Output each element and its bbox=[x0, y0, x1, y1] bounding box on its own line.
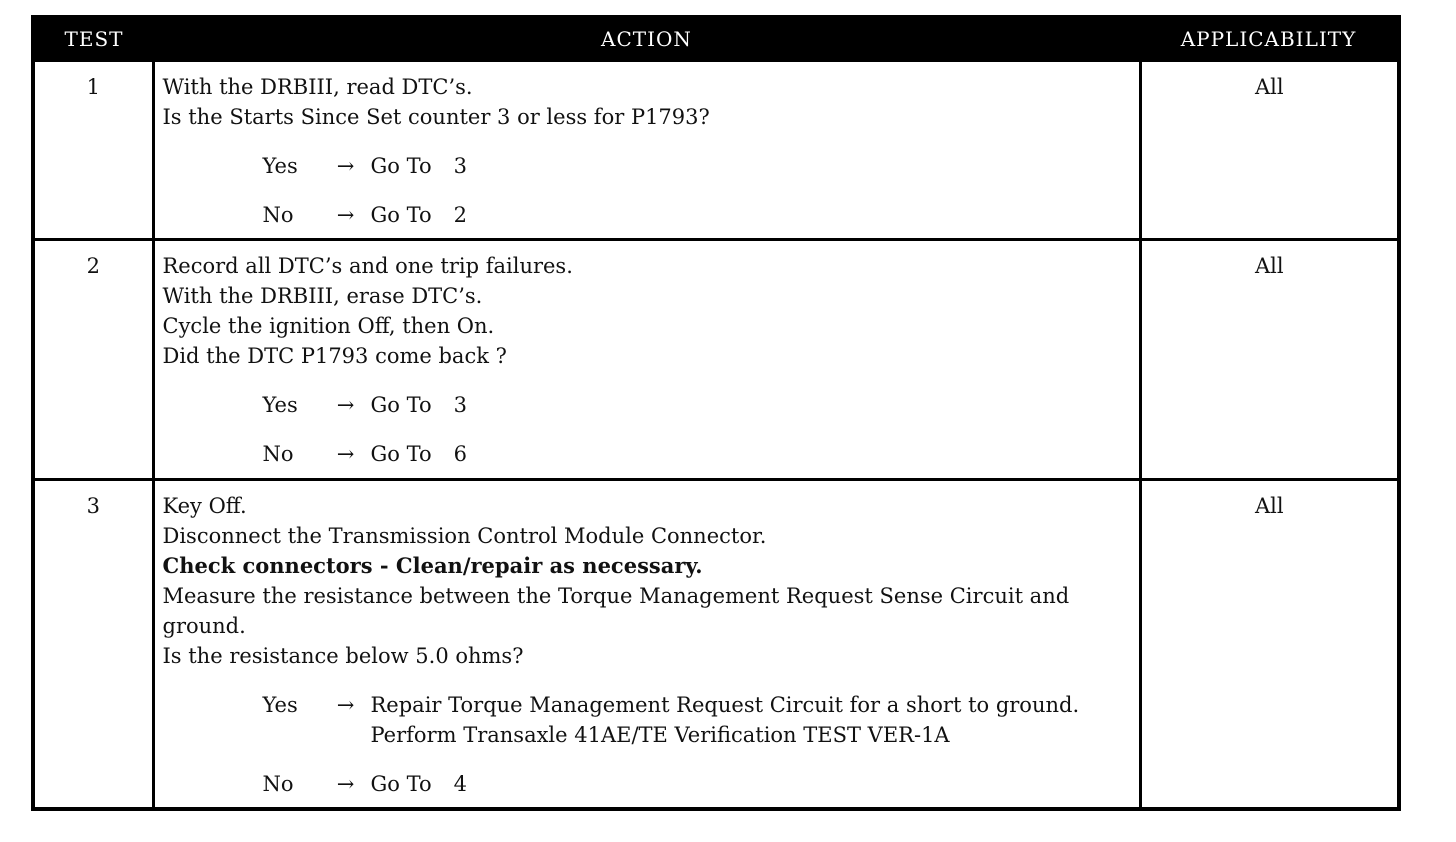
table-row bbox=[33, 240, 1399, 480]
no-label: No bbox=[262, 203, 294, 227]
goto-target: 4 bbox=[453, 772, 467, 796]
applicability-value: All bbox=[1140, 61, 1399, 240]
yes-label: Yes bbox=[262, 693, 298, 717]
action-line-emphasis: Check connectors - Clean/repair as necessary. bbox=[162, 553, 703, 578]
table-header bbox=[33, 17, 1399, 61]
header-applicability: APPLICABILITY bbox=[1140, 17, 1399, 61]
test-number: 1 bbox=[33, 61, 153, 240]
result-line: Perform Transaxle 41AE/TE Verification TEST VER-1A bbox=[370, 723, 950, 747]
action-line: Is the Starts Since Set counter 3 or less for P1793? bbox=[162, 105, 710, 129]
branch-result: Go To 3 bbox=[370, 154, 467, 178]
action-cell bbox=[153, 240, 1140, 480]
action-line: Disconnect the Transmission Control Module Connector. bbox=[162, 524, 767, 548]
no-branch bbox=[263, 200, 1131, 230]
table-row bbox=[33, 61, 1399, 240]
action-line: Cycle the ignition Off, then On. bbox=[162, 314, 495, 338]
branch-result: Go To 6 bbox=[370, 442, 467, 466]
arrow-icon: → bbox=[336, 203, 355, 227]
yes-branch bbox=[263, 151, 1131, 181]
branch-result: Go To 4 bbox=[370, 772, 467, 796]
arrow-icon: → bbox=[336, 442, 355, 466]
table-row bbox=[33, 480, 1399, 810]
action-line: Key Off. bbox=[162, 494, 247, 518]
test-number: 2 bbox=[33, 240, 153, 480]
action-line: Record all DTC’s and one trip failures. bbox=[162, 254, 573, 278]
action-line: Did the DTC P1793 come back ? bbox=[162, 344, 507, 368]
action-cell bbox=[153, 480, 1140, 810]
goto-target: 2 bbox=[453, 203, 467, 227]
applicability-value: All bbox=[1140, 480, 1399, 810]
goto-target: 3 bbox=[453, 154, 467, 178]
header-test: TEST bbox=[33, 17, 153, 61]
yes-branch bbox=[263, 390, 1131, 420]
yes-label: Yes bbox=[262, 154, 298, 178]
diagnostic-test-table bbox=[31, 15, 1401, 811]
action-line: With the DRBIII, erase DTC’s. bbox=[162, 284, 483, 308]
action-line: Is the resistance below 5.0 ohms? bbox=[162, 644, 524, 668]
yes-branch bbox=[263, 690, 1131, 750]
no-label: No bbox=[262, 442, 294, 466]
action-line: With the DRBIII, read DTC’s. bbox=[162, 75, 473, 99]
applicability-value: All bbox=[1140, 240, 1399, 480]
arrow-icon: → bbox=[336, 772, 355, 796]
branch-result bbox=[371, 690, 1080, 750]
goto-target: 6 bbox=[453, 442, 467, 466]
action-line: Measure the resistance between the Torque Management Request Sense Circuit and ground. bbox=[162, 584, 1070, 638]
arrow-icon: → bbox=[336, 393, 355, 417]
branch-result: Go To 3 bbox=[370, 393, 467, 417]
yes-label: Yes bbox=[262, 393, 298, 417]
no-label: No bbox=[262, 772, 294, 796]
arrow-icon: → bbox=[336, 154, 355, 178]
arrow-icon: → bbox=[336, 693, 355, 717]
no-branch bbox=[263, 439, 1131, 469]
result-line: Repair Torque Management Request Circuit for a short to ground. bbox=[370, 693, 1080, 717]
no-branch bbox=[263, 769, 1131, 799]
test-number: 3 bbox=[33, 480, 153, 810]
header-action: ACTION bbox=[153, 17, 1140, 61]
goto-target: 3 bbox=[453, 393, 467, 417]
action-cell bbox=[153, 61, 1140, 240]
branch-result: Go To 2 bbox=[370, 203, 467, 227]
